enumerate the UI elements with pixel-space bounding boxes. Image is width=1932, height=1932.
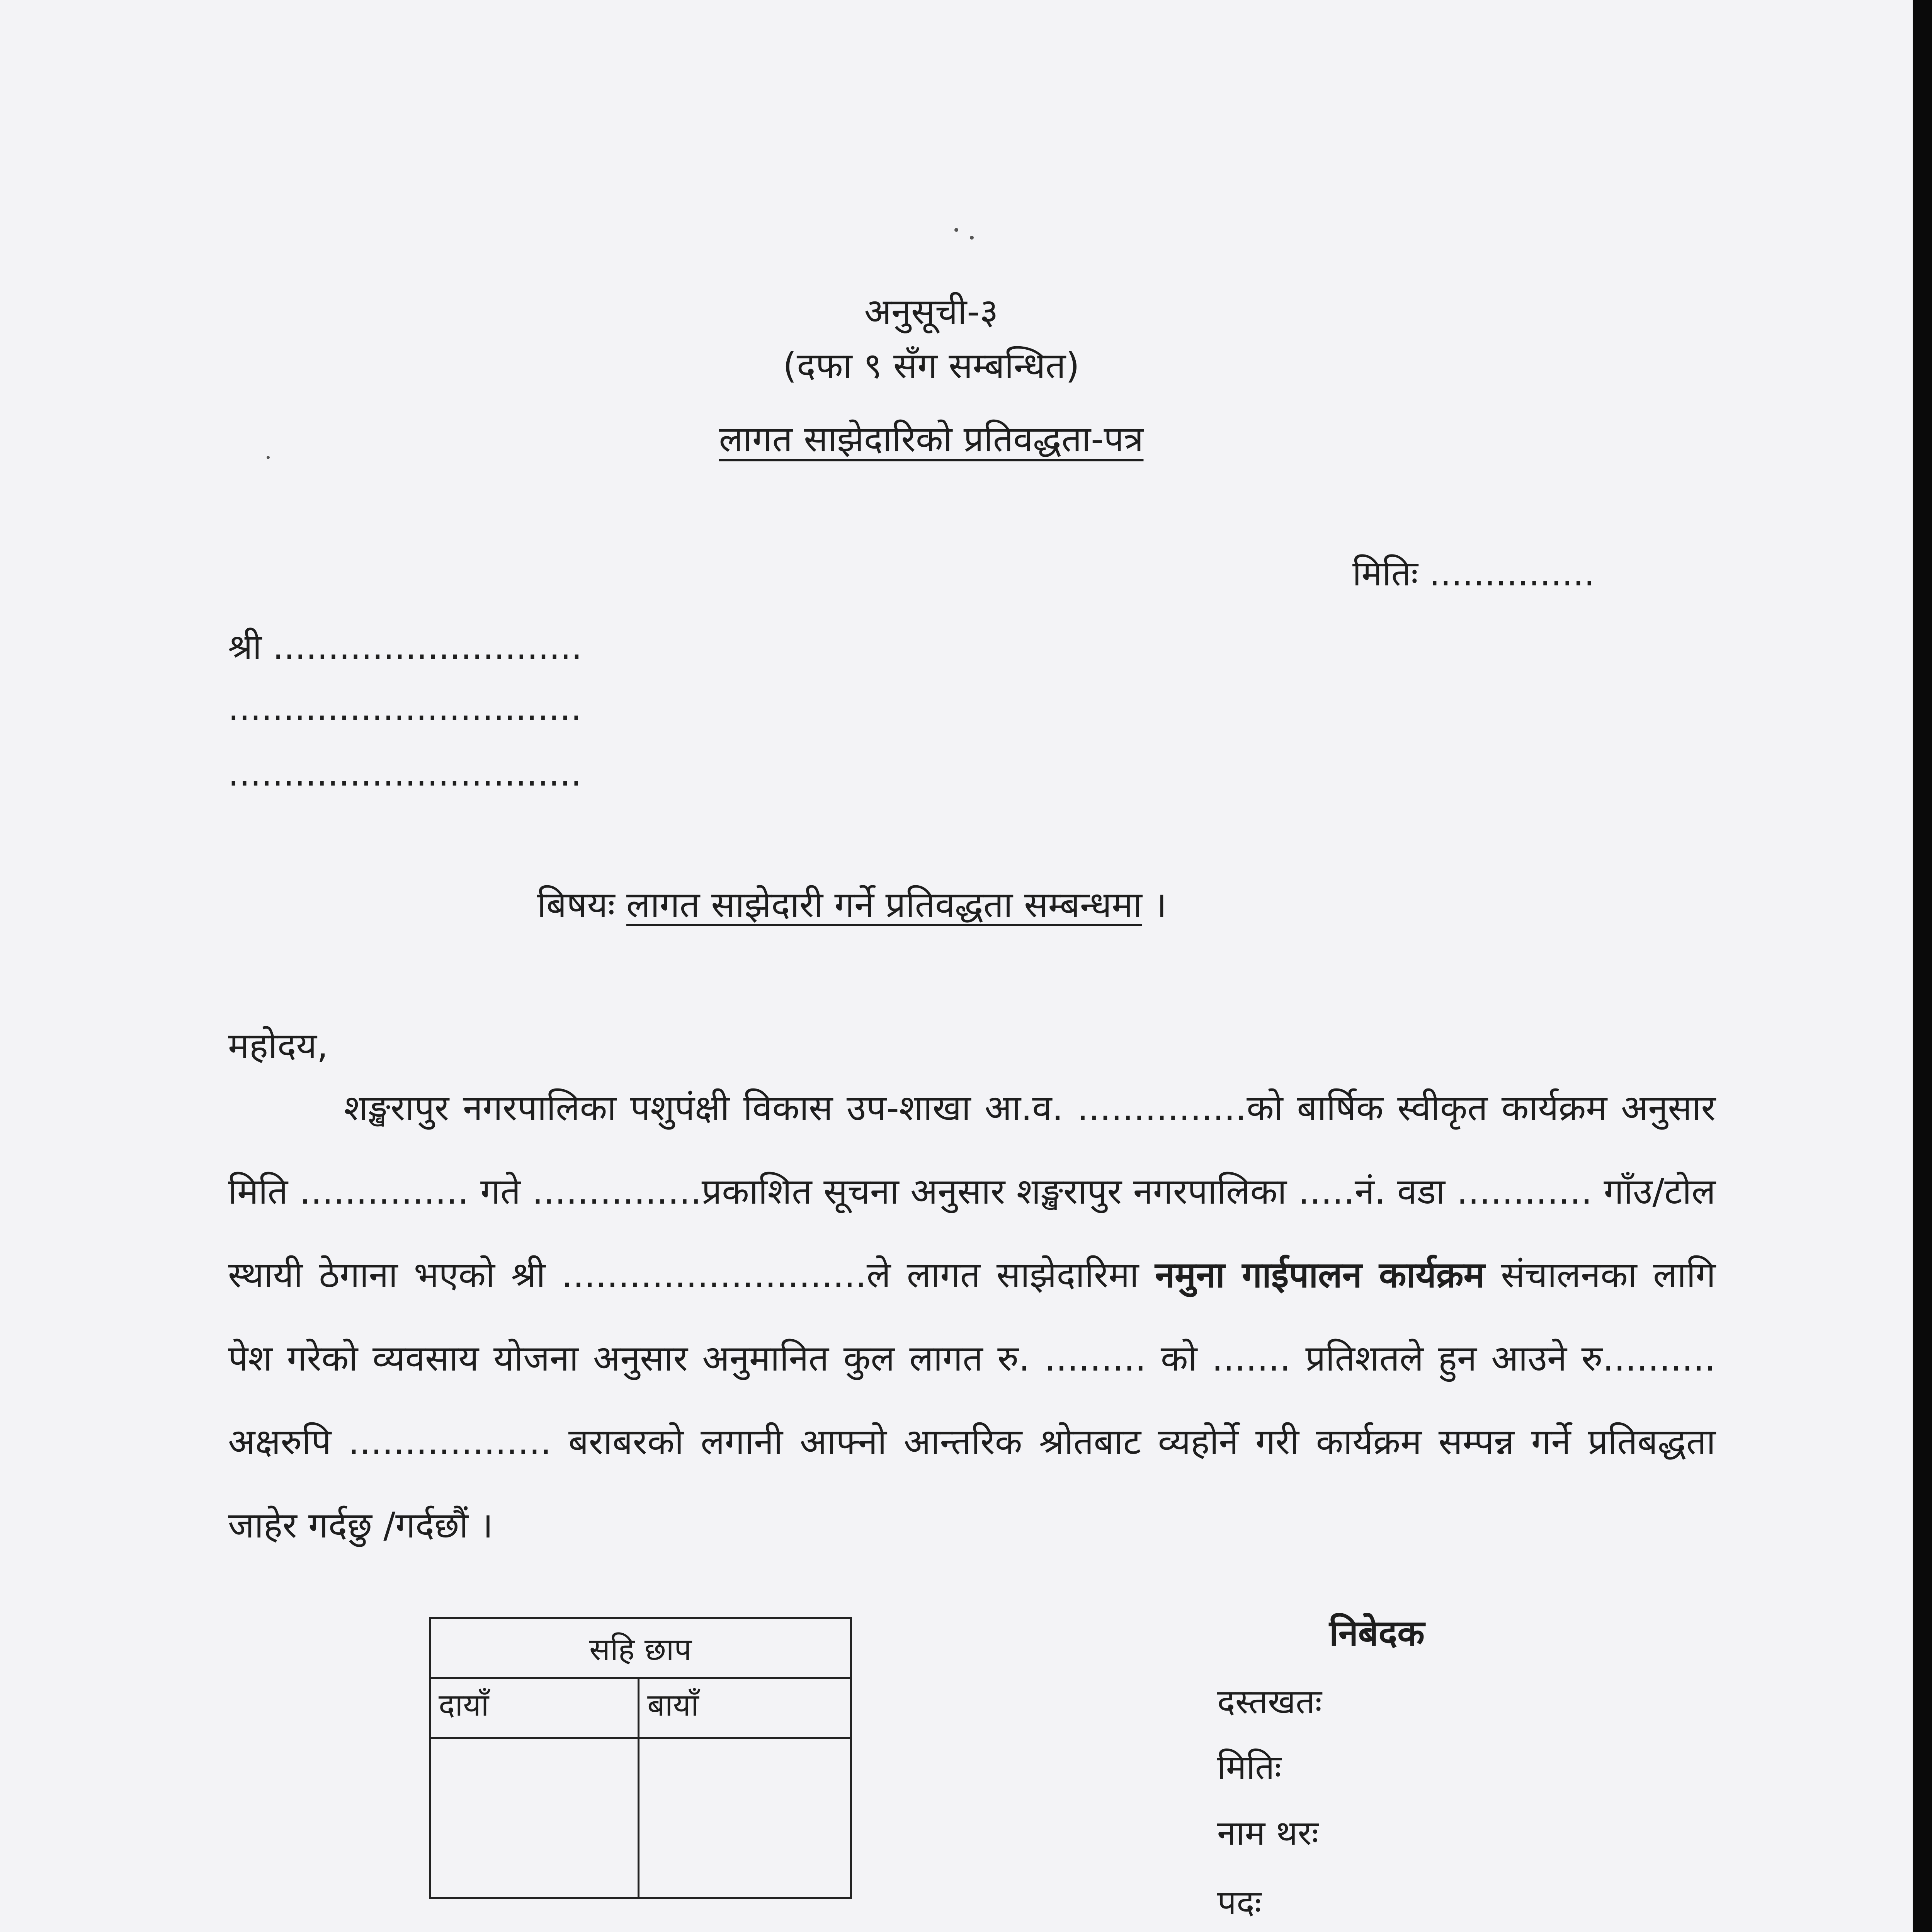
applicant-title: निबेदक [1329,1612,1425,1654]
ink-speck [970,236,974,240]
document-title: लागत साझेदारिको प्रतिवद्धता-पत्र [719,418,1144,460]
applicant-name-field: नाम थरः [1217,1813,1319,1853]
subject-end: । [1153,884,1167,925]
signature-table-title: सहि छाप [430,1618,851,1678]
scan-background-edge [1913,0,1932,1932]
ink-speck [267,456,270,459]
address-line-1: श्री ............................ [228,627,582,667]
subject-label: बिषयः [537,884,615,925]
address-line-3: ................................ [228,753,582,794]
applicant-date-field: मितिः [1217,1747,1282,1787]
salutation: महोदय, [228,1025,328,1066]
applicant-position-field: पदः [1217,1883,1262,1922]
body-paragraph [228,1066,1716,1567]
date-line: मितिः ............... [1352,553,1595,594]
right-thumb-label: दायाँ [430,1678,639,1738]
subject-line [537,879,1167,927]
left-thumb-box [639,1738,851,1898]
subject-text: लागत साझेदारी गर्ने प्रतिवद्धता सम्बन्धमा [626,884,1142,925]
body-text-part-1: शङ्खरापुर नगरपालिका पशुपंक्षी विकास उप-शाखा आ.व. ...............को बार्षिक स्वीकृत कार्यक्रम अनुसार मिति ............... गते ...............प्रकाशित सूचना अनुसार शङ्खरापुर नगरपालिका .....नं. वडा ............ गाँउ/टोल स्थायी ठेगाना भएको श्री ...........................ले लागत साझेदारिमा [228,1087,1716,1296]
schedule-number: अनुसूची-३ [864,291,998,332]
ink-speck [954,228,958,232]
program-name: नमुना गाईपालन कार्यक्रम [1155,1254,1485,1296]
address-line-2: ................................ [228,688,582,728]
section-reference: (दफा ९ सँग सम्बन्धित) [783,345,1080,386]
left-thumb-label: बायाँ [639,1678,851,1738]
applicant-signature-field: दस्तखतः [1217,1682,1322,1721]
right-thumb-box [430,1738,639,1898]
signature-stamp-table [429,1617,852,1899]
body-text-part-2: संचालनका लागि पेश गरेको व्यवसाय योजना अनुसार अनुमानित कुल लागत रु. ......... को ....... प्रतिशतले हुन आउने रु.......... अक्षरुपि .................. बराबरको लगानी आफ्नो आन्तरिक श्रोतबाट व्यहोर्ने गरी कार्यक्रम सम्पन्न गर्ने प्रतिबद्धता जाहेर गर्दछु /गर्दछौं । [228,1254,1716,1546]
